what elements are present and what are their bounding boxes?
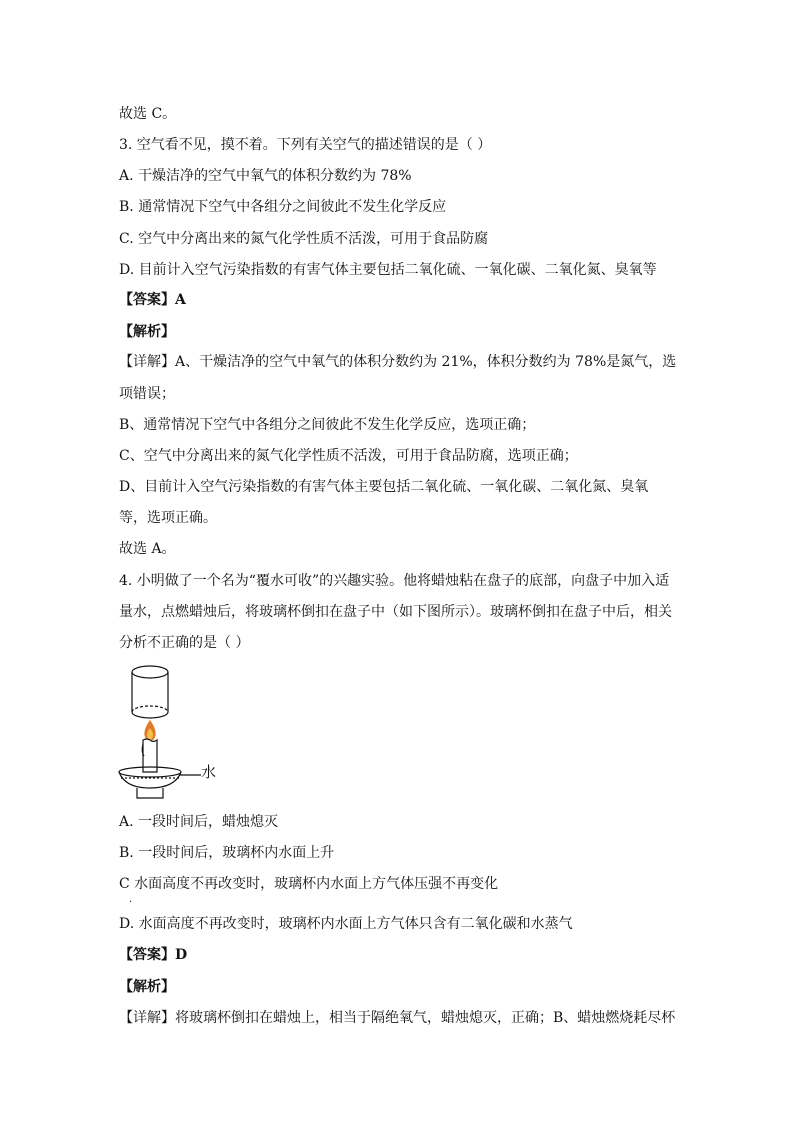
question-3-option-d: D. 目前计入空气污染指数的有害气体主要包括二氧化硫、一氧化碳、二氧化氮、臭氧等 — [119, 262, 657, 278]
question-3-stem: 3. 空气看不见，摸不着。下列有关空气的描述错误的是（ ） — [119, 137, 492, 153]
question-3-option-c: C. 空气中分离出来的氮气化学性质不活泼，可用于食品防腐 — [119, 231, 489, 247]
answer-label: 【答案】D — [119, 947, 188, 963]
explanation-line: D、目前计入空气污染指数的有害气体主要包括二氧化硫、一氧化碳、二氧化氮、臭氧 — [119, 479, 649, 495]
explanation-line: 项错误； — [119, 386, 175, 402]
stray-dot: . — [129, 894, 133, 905]
glass-cup-icon — [132, 666, 168, 718]
question-4-option-c: C 水面高度不再改变时，玻璃杯内水面上方气体压强不再变化 — [119, 876, 499, 892]
explanation-line: C、空气中分离出来的氮气化学性质不活泼，可用于食品防腐，选项正确； — [119, 448, 578, 464]
question-4-stem: 量水，点燃蜡烛后，将玻璃杯倒扣在盘子中（如下图所示）。玻璃杯倒扣在盘子中后，相关 — [119, 604, 672, 620]
answer-label: 【答案】A — [119, 292, 186, 308]
question-4-option-b: B. 一段时间后，玻璃杯内水面上升 — [119, 845, 335, 861]
question-4-option-d: D. 水面高度不再改变时，玻璃杯内水面上方气体只含有二氧化碳和水蒸气 — [119, 916, 573, 932]
explanation-line: 【详解】A、干燥洁净的空气中氧气的体积分数约为 21%，体积分数约为 78%是氮气，选 — [119, 354, 677, 370]
water-label: 水 — [201, 763, 217, 781]
question-3-option-a: A. 干燥洁净的空气中氧气的体积分数约为 78% — [119, 168, 412, 184]
question-3-option-b: B. 通常情况下空气中各组分之间彼此不发生化学反应 — [119, 199, 447, 215]
explanation-line: B、通常情况下空气中各组分之间彼此不发生化学反应，选项正确； — [119, 417, 536, 433]
explanation-line: 等，选项正确。 — [119, 510, 217, 526]
question-4-stem: 4. 小明做了一个名为“覆水可收”的兴趣实验。他将蜡烛粘在盘子的底部，向盘子中加入适 — [119, 573, 670, 589]
question-4-option-a: A. 一段时间后，蜡烛熄灭 — [119, 814, 279, 830]
text-line: 故选 C。 — [119, 106, 177, 122]
plate-icon — [119, 767, 201, 798]
analysis-label: 【解析】 — [119, 979, 175, 995]
analysis-label: 【解析】 — [119, 324, 175, 340]
question-4-stem: 分析不正确的是（ ） — [119, 635, 250, 651]
explanation-line: 【详解】将玻璃杯倒扣在蜡烛上，相当于隔绝氧气，蜡烛熄灭，正确；B、蜡烛燃烧耗尽杯 — [119, 1010, 676, 1026]
text-line: 故选 A。 — [119, 541, 176, 557]
